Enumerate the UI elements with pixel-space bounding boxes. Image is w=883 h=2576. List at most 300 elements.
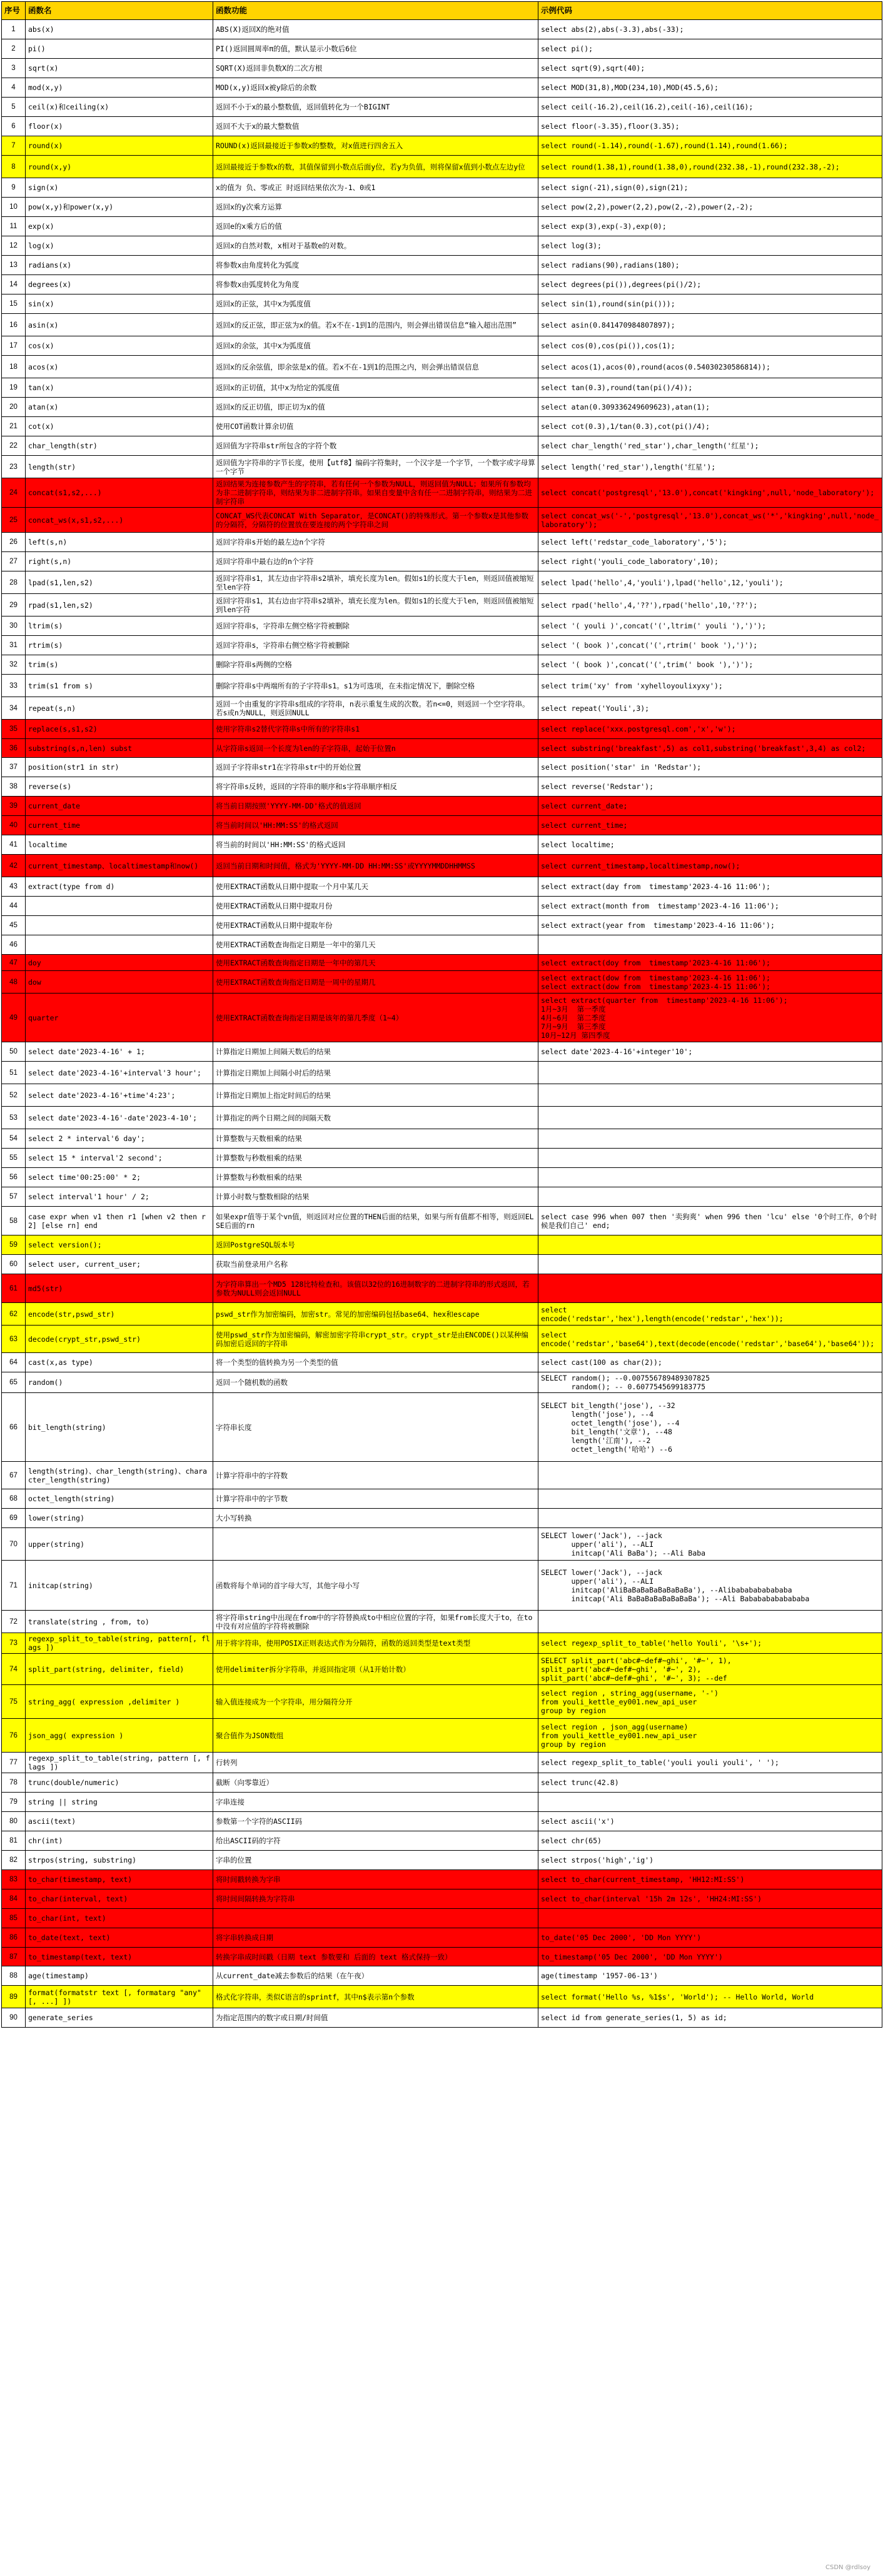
table-row <box>2 594 882 616</box>
function-name-cell: pow(x,y)和power(x,y) <box>26 198 213 217</box>
table-row <box>2 1909 882 1928</box>
function-desc-cell: 返回字符串中最右边的n个字符 <box>213 552 538 571</box>
table-row <box>2 156 882 178</box>
function-name-cell: select user, current_user; <box>26 1255 213 1274</box>
function-desc-cell: 返回值为字符串的字节长度，使用【utf8】编码字符集时，一个汉字是一个字节，一个数字或字母算一个字节 <box>213 456 538 478</box>
table-row <box>2 1107 882 1129</box>
row-number: 64 <box>2 1353 26 1372</box>
function-desc-cell: SQRT(X)返回非负数X的二次方根 <box>213 59 538 78</box>
row-number: 1 <box>2 20 26 39</box>
row-number: 26 <box>2 533 26 552</box>
example-code-cell: select extract(quarter from timestamp'2023-4-16 11:06'); 1月~3月 第一季度 4月~6月 第二季度 7月~9月 第三季度 10月~12月 第四季度 <box>538 994 882 1042</box>
function-desc-cell: 将一个类型的值转换为另一个类型的值 <box>213 1353 538 1372</box>
function-table <box>1 1 882 2028</box>
row-number: 69 <box>2 1509 26 1528</box>
row-number: 7 <box>2 136 26 156</box>
table-row <box>2 1831 882 1851</box>
table-row <box>2 1928 882 1948</box>
function-desc-cell: 从current_date减去参数后的结果（在午夜） <box>213 1966 538 1986</box>
row-number: 9 <box>2 178 26 198</box>
row-number: 43 <box>2 877 26 897</box>
table-row <box>2 98 882 117</box>
row-number: 65 <box>2 1372 26 1393</box>
function-name-cell: rpad(s1,len,s2) <box>26 594 213 616</box>
example-code-cell <box>538 1611 882 1633</box>
example-code-cell: select floor(-3.35),floor(3.35); <box>538 117 882 136</box>
table-row <box>2 636 882 655</box>
table-row <box>2 417 882 436</box>
table-row <box>2 378 882 398</box>
function-desc-cell: 返回x的正切值，其中x为给定的弧度值 <box>213 378 538 398</box>
function-name-cell: ltrim(s) <box>26 616 213 636</box>
function-desc-cell: 使用字符串s2替代字符串s中所有的字符串s1 <box>213 720 538 739</box>
function-desc-cell: 使用EXTRACT函数查询指定日期是一周中的星期几 <box>213 971 538 994</box>
row-number: 38 <box>2 777 26 797</box>
row-number: 82 <box>2 1851 26 1870</box>
row-number: 58 <box>2 1207 26 1235</box>
function-name-cell: acos(x) <box>26 356 213 378</box>
function-desc-cell: 计算指定日期加上间隔天数后的结果 <box>213 1042 538 1062</box>
table-row <box>2 236 882 256</box>
function-name-cell: length(string)、char_length(string)、character_length(string) <box>26 1462 213 1489</box>
function-name-cell: sin(x) <box>26 294 213 314</box>
row-number: 31 <box>2 636 26 655</box>
row-number: 49 <box>2 994 26 1042</box>
row-number: 6 <box>2 117 26 136</box>
row-number: 5 <box>2 98 26 117</box>
function-name-cell: repeat(s,n) <box>26 697 213 720</box>
table-row <box>2 478 882 508</box>
function-name-cell: initcap(string) <box>26 1561 213 1611</box>
function-desc-cell: 返回x的余弦，其中x为弧度值 <box>213 336 538 356</box>
function-name-cell: select version(); <box>26 1235 213 1255</box>
function-name-cell: trim(s1 from s) <box>26 675 213 697</box>
function-name-cell: ascii(text) <box>26 1812 213 1831</box>
row-number: 33 <box>2 675 26 697</box>
example-code-cell: select MOD(31,8),MOD(234,10),MOD(45.5,6); <box>538 78 882 98</box>
function-name-cell: lower(string) <box>26 1509 213 1528</box>
table-row <box>2 78 882 98</box>
example-code-cell: select round(-1.14),round(-1.67),round(1.14),round(1.66); <box>538 136 882 156</box>
table-row <box>2 835 882 855</box>
row-number: 39 <box>2 797 26 816</box>
function-name-cell: replace(s,s1,s2) <box>26 720 213 739</box>
table-row <box>2 739 882 758</box>
table-row <box>2 456 882 478</box>
function-desc-cell: 行转列 <box>213 1753 538 1773</box>
example-code-cell: select current_date; <box>538 797 882 816</box>
example-code-cell: select concat('postgresql','13.0'),concat('kingking',null,'node_laboratory'); <box>538 478 882 508</box>
row-number: 29 <box>2 594 26 616</box>
watermark: CSDN @rdlsoy <box>825 2564 870 2571</box>
row-number: 42 <box>2 855 26 877</box>
example-code-cell: select sqrt(9),sqrt(40); <box>538 59 882 78</box>
function-desc-cell: MOD(x,y)返回x被y除后的余数 <box>213 78 538 98</box>
table-row <box>2 1235 882 1255</box>
row-number: 76 <box>2 1719 26 1753</box>
function-name-cell: left(s,n) <box>26 533 213 552</box>
table-row <box>2 1149 882 1168</box>
table-row <box>2 2008 882 2028</box>
table-row <box>2 1462 882 1489</box>
function-name-cell: to_char(int, text) <box>26 1909 213 1928</box>
function-name-cell: regexp_split_to_table(string, pattern [, flags ]) <box>26 1753 213 1773</box>
function-name-cell: chr(int) <box>26 1831 213 1851</box>
function-name-cell: extract(type from d) <box>26 877 213 897</box>
function-name-cell: floor(x) <box>26 117 213 136</box>
function-desc-cell: 返回x的自然对数，x相对于基数e的对数。 <box>213 236 538 256</box>
example-code-cell: select encode('redstar','hex'),length(encode('redstar','hex')); <box>538 1303 882 1326</box>
table-row <box>2 758 882 777</box>
function-name-cell: bit_length(string) <box>26 1393 213 1462</box>
row-number: 77 <box>2 1753 26 1773</box>
row-number: 85 <box>2 1909 26 1928</box>
example-code-cell: age(timestamp '1957-06-13') <box>538 1966 882 1986</box>
function-name-cell: select 2 * interval'6 day'; <box>26 1129 213 1149</box>
function-desc-cell: 返回字符串s1，其左边由字符串s2填补，填充长度为len。假如s1的长度大于len，则返回值被缩短至len字符 <box>213 571 538 594</box>
example-code-cell: select extract(doy from timestamp'2023-4-16 11:06'); <box>538 955 882 971</box>
example-code-cell: select log(3); <box>538 236 882 256</box>
table-row <box>2 1719 882 1753</box>
example-code-cell: select concat_ws('-','postgresql','13.0'),concat_ws('*','kingking',null,'node_laboratory'); <box>538 508 882 533</box>
row-number: 78 <box>2 1773 26 1793</box>
row-number: 52 <box>2 1084 26 1107</box>
function-desc-cell: 返回x的反余弦值，即余弦是x的值。若x不在-1到1的范围之内，则会弹出错误信息 <box>213 356 538 378</box>
table-row <box>2 777 882 797</box>
example-code-cell: select to_char(current_timestamp, 'HH12:MI:SS') <box>538 1870 882 1889</box>
function-name-cell: select date'2023-4-16'-date'2023-4-10'; <box>26 1107 213 1129</box>
row-number: 55 <box>2 1149 26 1168</box>
function-name-cell: case expr when v1 then r1 [when v2 then r2] [else rn] end <box>26 1207 213 1235</box>
function-name-cell: to_timestamp(text, text) <box>26 1948 213 1966</box>
example-code-cell: select pow(2,2),power(2,2),pow(2,-2),power(2,-2); <box>538 198 882 217</box>
function-desc-cell <box>213 1909 538 1928</box>
function-desc-cell: 格式化字符串，类似C语言的sprintf，其中n$表示第n个参数 <box>213 1986 538 2008</box>
function-name-cell: quarter <box>26 994 213 1042</box>
example-code-cell <box>538 1793 882 1812</box>
function-name-cell: concat_ws(x,s1,s2,...) <box>26 508 213 533</box>
table-row <box>2 1851 882 1870</box>
function-desc-cell: x的值为 负、零或正 时返回结果依次为-1、0或1 <box>213 178 538 198</box>
table-row <box>2 1168 882 1187</box>
example-code-cell: select strpos('high','ig') <box>538 1851 882 1870</box>
row-number: 3 <box>2 59 26 78</box>
function-desc-cell: 计算指定的两个日期之间的间隔天数 <box>213 1107 538 1129</box>
function-desc-cell: 返回x的反正弦，即正弦为x的值。若x不在-1到1的范围内，则会弹出错误信息“输入超出范围” <box>213 314 538 336</box>
function-desc-cell: 使用COT函数计算余切值 <box>213 417 538 436</box>
function-name-cell: select 15 * interval'2 second'; <box>26 1149 213 1168</box>
table-row <box>2 1528 882 1561</box>
table-row <box>2 552 882 571</box>
function-name-cell: sign(x) <box>26 178 213 198</box>
function-desc-cell: 计算整数与秒数相乘的结果 <box>213 1168 538 1187</box>
table-row <box>2 314 882 336</box>
function-name-cell: trunc(double/numeric) <box>26 1773 213 1793</box>
row-number: 19 <box>2 378 26 398</box>
example-code-cell: select substring('breakfast',5) as col1,substring('breakfast',3,4) as col2; <box>538 739 882 758</box>
example-code-cell: select sign(-21),sign(0),sign(21); <box>538 178 882 198</box>
function-desc-cell: 返回不小于x的最小整数值，返回值转化为一个BIGINT <box>213 98 538 117</box>
example-code-cell <box>538 1149 882 1168</box>
table-row <box>2 955 882 971</box>
table-row <box>2 178 882 198</box>
example-code-cell: select to_char(interval '15h 2m 12s', 'HH24:MI:SS') <box>538 1889 882 1909</box>
example-code-cell <box>538 1909 882 1928</box>
table-row <box>2 1274 882 1303</box>
row-number: 24 <box>2 478 26 508</box>
function-name-cell: degrees(x) <box>26 275 213 294</box>
row-number: 56 <box>2 1168 26 1187</box>
function-name-cell: abs(x) <box>26 20 213 39</box>
function-desc-cell: 返回x的正弦，其中x为弧度值 <box>213 294 538 314</box>
function-name-cell: lpad(s1,len,s2) <box>26 571 213 594</box>
table-row <box>2 39 882 59</box>
table-row <box>2 1986 882 2008</box>
table-row <box>2 1561 882 1611</box>
example-code-cell: select cos(0),cos(pi()),cos(1); <box>538 336 882 356</box>
table-row <box>2 1372 882 1393</box>
function-desc-cell: 返回不大于x的最大整数值 <box>213 117 538 136</box>
function-desc-cell: 使用delimiter拆分字符串，并返回指定项（从1开始计数） <box>213 1654 538 1685</box>
row-number: 88 <box>2 1966 26 1986</box>
row-number: 21 <box>2 417 26 436</box>
function-desc-cell: 返回字符串s，字符串左侧空格字符被删除 <box>213 616 538 636</box>
row-number: 60 <box>2 1255 26 1274</box>
function-name-cell: select date'2023-4-16'+interval'3 hour'; <box>26 1062 213 1084</box>
table-row <box>2 136 882 156</box>
table-row <box>2 1773 882 1793</box>
example-code-cell: select '( book )',concat('(',rtrim(' book '),')'); <box>538 636 882 655</box>
example-code-cell <box>538 1084 882 1107</box>
example-code-cell: SELECT bit_length('jose'), --32 length('jose'), --4 octet_length('jose'), --4 bit_length('文章'), --48 length('江南'), --2 octet_length('哈哈') --6 <box>538 1393 882 1462</box>
function-desc-cell: 将字串转换成日期 <box>213 1928 538 1948</box>
row-number: 54 <box>2 1129 26 1149</box>
function-name-cell: random() <box>26 1372 213 1393</box>
example-code-cell: SELECT lower('Jack'), --jack upper('ali'), --ALI initcap('Ali BaBa'); --Ali Baba <box>538 1528 882 1561</box>
table-row <box>2 697 882 720</box>
row-number: 67 <box>2 1462 26 1489</box>
header-function-desc: 函数功能 <box>213 2 538 20</box>
function-name-cell: current_date <box>26 797 213 816</box>
example-code-cell: select length('red_star'),length('红星'); <box>538 456 882 478</box>
function-name-cell: md5(str) <box>26 1274 213 1303</box>
table-row <box>2 1948 882 1966</box>
function-desc-cell <box>213 1528 538 1561</box>
example-code-cell: select char_length('red_star'),char_length('红星'); <box>538 436 882 456</box>
row-number: 66 <box>2 1393 26 1462</box>
row-number: 45 <box>2 916 26 935</box>
function-desc-cell: 输入值连接成为一个字符串，用分隔符分开 <box>213 1685 538 1719</box>
table-row <box>2 1793 882 1812</box>
table-row <box>2 1633 882 1654</box>
example-code-cell: select extract(dow from timestamp'2023-4-16 11:06'); select extract(dow from timestamp'2023-4-15 11:06'); <box>538 971 882 994</box>
function-name-cell: localtime <box>26 835 213 855</box>
row-number: 44 <box>2 897 26 916</box>
function-name-cell: exp(x) <box>26 217 213 236</box>
function-desc-cell: 为字符串算出一个MD5 128比特检查和。该值以32位的16进制数字的二进制字符串的形式返回，若参数为NULL则会返回NULL <box>213 1274 538 1303</box>
table-row <box>2 1326 882 1353</box>
function-desc-cell: 计算指定日期加上间隔小时后的结果 <box>213 1062 538 1084</box>
function-name-cell: pi() <box>26 39 213 59</box>
function-desc-cell: 大小写转换 <box>213 1509 538 1528</box>
function-desc-cell: 返回一个由重复的字符串s组成的字符串，n表示重复生成的次数。若n<=0，则返回一个空字符串。若s或n为NULL，则返回NULL <box>213 697 538 720</box>
table-row <box>2 1685 882 1719</box>
example-code-cell: select region , json_agg(username) from youli_kettle_ey001.new_api_user group by region <box>538 1719 882 1753</box>
function-desc-cell: 将当前的时间以'HH:MM:SS'的格式返回 <box>213 835 538 855</box>
row-number: 8 <box>2 156 26 178</box>
row-number: 4 <box>2 78 26 98</box>
table-row <box>2 1062 882 1084</box>
example-code-cell <box>538 1107 882 1129</box>
table-row <box>2 877 882 897</box>
table-row <box>2 897 882 916</box>
example-code-cell: select rpad('hello',4,'??'),rpad('hello',10,'??'); <box>538 594 882 616</box>
example-code-cell: select replace('xxx.postgresql.com','x','w'); <box>538 720 882 739</box>
example-code-cell: select extract(month from timestamp'2023-4-16 11:06'); <box>538 897 882 916</box>
function-desc-cell: 字符串长度 <box>213 1393 538 1462</box>
row-number: 47 <box>2 955 26 971</box>
table-row <box>2 1187 882 1207</box>
row-number: 79 <box>2 1793 26 1812</box>
function-desc-cell: 用于将字符串，使用POSIX正则表达式作为分隔符，函数的返回类型是text类型 <box>213 1633 538 1654</box>
example-code-cell <box>538 1255 882 1274</box>
example-code-cell: select id from generate_series(1, 5) as id; <box>538 2008 882 2028</box>
function-desc-cell: 返回字符串s1，其右边由字符串s2填补，填充长度为len。假如s1的长度大于len，则返回值被缩短到len字符 <box>213 594 538 616</box>
row-number: 72 <box>2 1611 26 1633</box>
example-code-cell: select tan(0.3),round(tan(pi()/4)); <box>538 378 882 398</box>
table-row <box>2 1870 882 1889</box>
example-code-cell: select radians(90),radians(180); <box>538 256 882 275</box>
function-desc-cell: 给出ASCII码的字符 <box>213 1831 538 1851</box>
function-name-cell: ceil(x)和ceiling(x) <box>26 98 213 117</box>
function-desc-cell: 如果expr值等于某个vn值，则返回对应位置的THEN后面的结果，如果与所有值都不相等，则返回ELSE后面的rn <box>213 1207 538 1235</box>
function-name-cell: tan(x) <box>26 378 213 398</box>
example-code-cell: SELECT lower('Jack'), --jack upper('ali'), --ALI initcap('AliBaBaBaBaBaBaBaBa'), --Alibababababababa initcap('Ali BaBaBaBaBaBaBaBa'); --Ali Babababababababa <box>538 1561 882 1611</box>
function-name-cell: substring(s,n,len) subst <box>26 739 213 758</box>
function-name-cell: reverse(s) <box>26 777 213 797</box>
table-row <box>2 1207 882 1235</box>
row-number: 16 <box>2 314 26 336</box>
function-name-cell: asin(x) <box>26 314 213 336</box>
row-number: 51 <box>2 1062 26 1084</box>
function-desc-cell: 将时间戳转换为字串 <box>213 1870 538 1889</box>
function-name-cell: to_char(timestamp, text) <box>26 1870 213 1889</box>
table-row <box>2 1966 882 1986</box>
row-number: 68 <box>2 1489 26 1509</box>
row-number: 20 <box>2 398 26 417</box>
function-desc-cell: ABS(X)返回X的绝对值 <box>213 20 538 39</box>
example-code-cell: select extract(day from timestamp'2023-4-16 11:06'); <box>538 877 882 897</box>
row-number: 36 <box>2 739 26 758</box>
row-number: 48 <box>2 971 26 994</box>
row-number: 41 <box>2 835 26 855</box>
function-desc-cell: 返回一个随机数的函数 <box>213 1372 538 1393</box>
function-name-cell: encode(str,pswd_str) <box>26 1303 213 1326</box>
function-desc-cell: 使用EXTRACT函数从日期中提取一个月中某几天 <box>213 877 538 897</box>
example-code-cell: select right('youli_code_laboratory',10); <box>538 552 882 571</box>
row-number: 74 <box>2 1654 26 1685</box>
function-name-cell: rtrim(s) <box>26 636 213 655</box>
row-number: 53 <box>2 1107 26 1129</box>
function-desc-cell: 为指定范围内的数字或日期/时间值 <box>213 2008 538 2028</box>
table-row <box>2 508 882 533</box>
function-desc-cell: 返回e的x乘方后的值 <box>213 217 538 236</box>
example-code-cell <box>538 1129 882 1149</box>
function-desc-cell: 返回值为字符串str所包含的字符个数 <box>213 436 538 456</box>
function-desc-cell: 将当前日期按照'YYYY-MM-DD'格式的值返回 <box>213 797 538 816</box>
function-desc-cell: CONCAT_WS代表CONCAT With Separator，是CONCAT()的特殊形式。第一个参数x是其他参数的分隔符，分隔符的位置放在要连接的两个字符串之间 <box>213 508 538 533</box>
table-row <box>2 117 882 136</box>
example-code-cell: select round(1.38,1),round(1.38,0),round(232.38,-1),round(232.38,-2); <box>538 156 882 178</box>
table-row <box>2 1611 882 1633</box>
function-desc-cell: 返回子字符串str1在字符串str中的开始位置 <box>213 758 538 777</box>
example-code-cell: select extract(year from timestamp'2023-4-16 11:06'); <box>538 916 882 935</box>
table-row <box>2 59 882 78</box>
example-code-cell: select cast(100 as char(2)); <box>538 1353 882 1372</box>
function-desc-cell: 返回字符串s，字符串右侧空格字符被删除 <box>213 636 538 655</box>
row-number: 2 <box>2 39 26 59</box>
function-name-cell: cast(x,as type) <box>26 1353 213 1372</box>
function-name-cell <box>26 897 213 916</box>
row-number: 30 <box>2 616 26 636</box>
row-number: 80 <box>2 1812 26 1831</box>
row-number: 34 <box>2 697 26 720</box>
row-number: 32 <box>2 655 26 675</box>
table-row <box>2 294 882 314</box>
function-desc-cell: 将字符串s反转，返回的字符串的顺序和s字符串顺序相反 <box>213 777 538 797</box>
function-name-cell: string_agg( expression ,delimiter ) <box>26 1685 213 1719</box>
row-number: 86 <box>2 1928 26 1948</box>
table-row <box>2 971 882 994</box>
table-row <box>2 356 882 378</box>
row-number: 25 <box>2 508 26 533</box>
function-name-cell: select date'2023-4-16'+time'4:23'; <box>26 1084 213 1107</box>
example-code-cell: select left('redstar_code_laboratory','5'); <box>538 533 882 552</box>
function-desc-cell: 字串连接 <box>213 1793 538 1812</box>
example-code-cell: to_timestamp('05 Dec 2000', 'DD Mon YYYY') <box>538 1948 882 1966</box>
example-code-cell <box>538 1168 882 1187</box>
example-code-cell <box>538 1187 882 1207</box>
function-desc-cell: 将当前时间以'HH:MM:SS'的格式返回 <box>213 816 538 835</box>
table-row <box>2 1889 882 1909</box>
function-name-cell: to_char(interval, text) <box>26 1889 213 1909</box>
row-number: 14 <box>2 275 26 294</box>
row-number: 81 <box>2 1831 26 1851</box>
function-name-cell: length(str) <box>26 456 213 478</box>
table-row <box>2 797 882 816</box>
function-desc-cell: 返回最接近于参数x的数，其值保留到小数点后面y位，若y为负值，则将保留x值到小数点左边y位 <box>213 156 538 178</box>
row-number: 46 <box>2 935 26 955</box>
table-row <box>2 1393 882 1462</box>
table-row <box>2 1489 882 1509</box>
function-desc-cell: 返回x的y次乘方运算 <box>213 198 538 217</box>
table-row <box>2 1303 882 1326</box>
row-number: 57 <box>2 1187 26 1207</box>
function-name-cell: current_time <box>26 816 213 835</box>
function-desc-cell: 返回PostgreSQL版本号 <box>213 1235 538 1255</box>
row-number: 59 <box>2 1235 26 1255</box>
function-desc-cell: 使用EXTRACT函数查询指定日期是一年中的第几天 <box>213 935 538 955</box>
example-code-cell: select reverse('Redstar'); <box>538 777 882 797</box>
row-number: 90 <box>2 2008 26 2028</box>
function-desc-cell: 返回字符串s开始的最左边n个字符 <box>213 533 538 552</box>
header-no: 序号 <box>2 2 26 20</box>
function-desc-cell: 计算指定日期加上指定时间后的结果 <box>213 1084 538 1107</box>
function-desc-cell: 从字符串s返回一个长度为len的子字符串，起始于位置n <box>213 739 538 758</box>
example-code-cell: select atan(0.309336249609623),atan(1); <box>538 398 882 417</box>
table-row <box>2 20 882 39</box>
function-desc-cell: 字串的位置 <box>213 1851 538 1870</box>
